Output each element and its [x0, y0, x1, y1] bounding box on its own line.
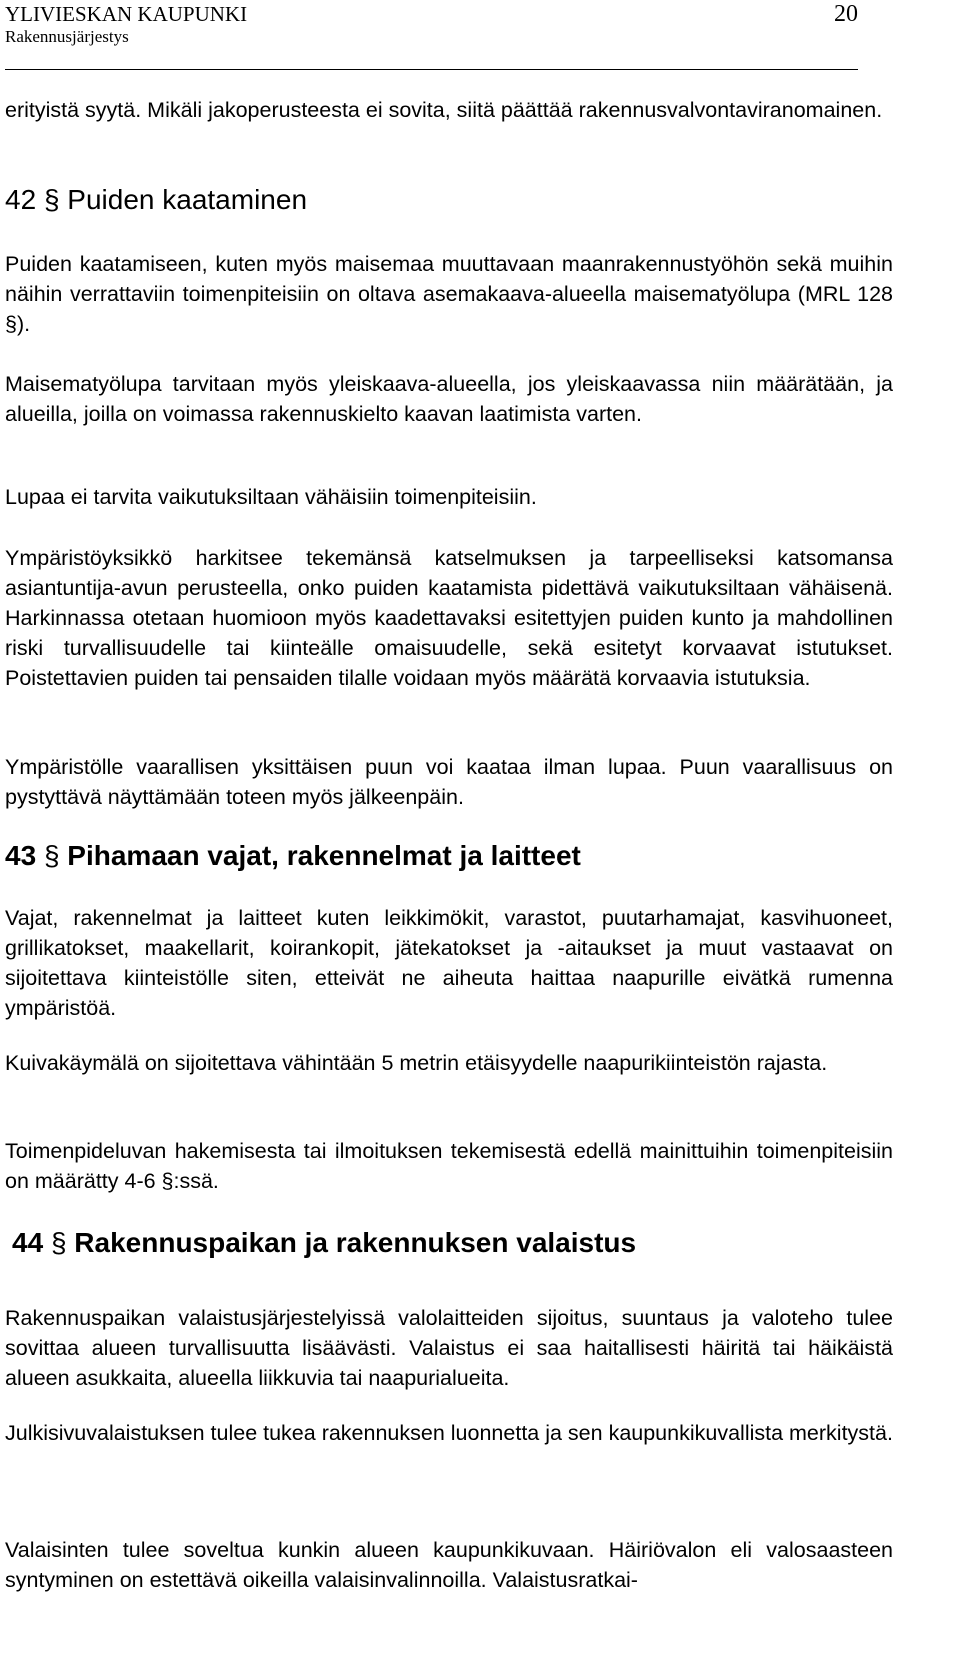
header-rule	[5, 69, 858, 70]
paragraph: Lupaa ei tarvita vaikutuksiltaan vähäisiin toimenpiteisiin.	[5, 485, 537, 509]
paragraph: erityistä syytä. Mikäli jakoperusteesta ei sovita, siitä päättää rakennusvalvontaviranomainen.	[5, 98, 883, 122]
section-sign: §	[43, 184, 60, 215]
page-header	[5, 2, 858, 48]
section-43-heading	[5, 838, 893, 874]
paragraph: Toimenpideluvan hakemisesta tai ilmoituksen tekemisestä edellä mainittuihin toimenpiteisiin on määrätty 4-6 §:ssä.	[5, 1139, 893, 1193]
section-42-paragraph-1	[5, 249, 893, 339]
section-number: 43	[5, 840, 37, 871]
section-sign: §	[50, 1227, 67, 1258]
section-43-paragraph-3	[5, 1136, 893, 1196]
section-44-paragraph-1	[5, 1303, 893, 1393]
header-organization: YLIVIESKAN KAUPUNKI	[5, 2, 248, 26]
section-sign: §	[43, 840, 60, 871]
paragraph: Rakennuspaikan valaistusjärjestelyissä valolaitteiden sijoitus, suuntaus ja valoteho tulee sovittaa alueen turvallisuutta lisäävästi. Valaistus ei saa haitallisesti häiritä tai häikäistä alueen asukkaita, alueella liikkuvia tai naapurialueita.	[5, 1306, 893, 1390]
section-42-paragraph-2	[5, 369, 893, 429]
section-44-heading	[12, 1225, 900, 1261]
section-title: Puiden kaataminen	[67, 184, 308, 215]
paragraph: Valaisinten tulee soveltua kunkin alueen kaupunkikuvaan. Häiriövalon eli valosaasteen syntyminen on estettävä oikeilla valaisinvalinnoilla. Valaistusratkai-	[5, 1538, 893, 1592]
section-44-paragraph-3	[5, 1535, 893, 1595]
section-number: 44	[12, 1227, 44, 1258]
section-42-paragraph-3	[5, 482, 893, 512]
section-42-paragraph-4	[5, 543, 893, 693]
section-title: Pihamaan vajat, rakennelmat ja laitteet	[67, 840, 581, 871]
paragraph: Maisematyölupa tarvitaan myös yleiskaava-alueella, jos yleiskaavassa niin määrätään, ja alueilla, joilla on voimassa rakennuskielto kaavan laatimista varten.	[5, 372, 893, 426]
section-43-paragraph-1	[5, 903, 893, 1023]
paragraph: Kuivakäymälä on sijoitettava vähintään 5 metrin etäisyydelle naapurikiinteistön rajasta.	[5, 1051, 828, 1075]
section-44-paragraph-2	[5, 1418, 893, 1448]
paragraph: Ympäristölle vaarallisen yksittäisen puun voi kaataa ilman lupaa. Puun vaarallisuus on pystyttävä näyttämään toteen myös jälkeenpäin.	[5, 755, 893, 809]
header-document-title: Rakennusjärjestys	[5, 27, 129, 46]
intro-paragraph	[5, 95, 893, 125]
paragraph: Vajat, rakennelmat ja laitteet kuten leikkimökit, varastot, puutarhamajat, kasvihuoneet, grillikatokset, maakellarit, koirankopit, jätekatokset ja -aitaukset ja muut vastaavat on sijoitettava kiinteistölle siten, etteivät ne aiheuta haittaa naapurille eivätkä rumenna ympäristöä.	[5, 906, 893, 1020]
section-title: Rakennuspaikan ja rakennuksen valaistus	[74, 1227, 637, 1258]
paragraph: Julkisivuvalaistuksen tulee tukea rakennuksen luonnetta ja sen kaupunkikuvallista merkitystä.	[5, 1421, 893, 1445]
paragraph: Ympäristöyksikkö harkitsee tekemänsä katselmuksen ja tarpeelliseksi katsomansa asiantuntija-avun perusteella, onko puiden kaatamista pidettävä vaikutuksiltaan vähäisenä. Harkinnassa otetaan huomioon myös kaadettavaksi esitettyjen puiden kunto ja mahdollinen riski turvallisuudelle tai kiinteälle omaisuudelle, sekä esitetyt korvaavat istutukset. Poistettavien puiden tai pensaiden tilalle voidaan myös määrätä korvaavia istutuksia.	[5, 546, 893, 690]
section-43-paragraph-2	[5, 1048, 893, 1078]
page-number: 20	[834, 1, 858, 27]
section-number: 42	[5, 184, 37, 215]
section-42-heading	[5, 182, 893, 218]
section-42-paragraph-5	[5, 752, 893, 812]
paragraph: Puiden kaatamiseen, kuten myös maisemaa muuttavaan maanrakennustyöhön sekä muihin näihin verrattaviin toimenpiteisiin on oltava asemakaava-alueella maisematyölupa (MRL 128 §).	[5, 252, 893, 336]
